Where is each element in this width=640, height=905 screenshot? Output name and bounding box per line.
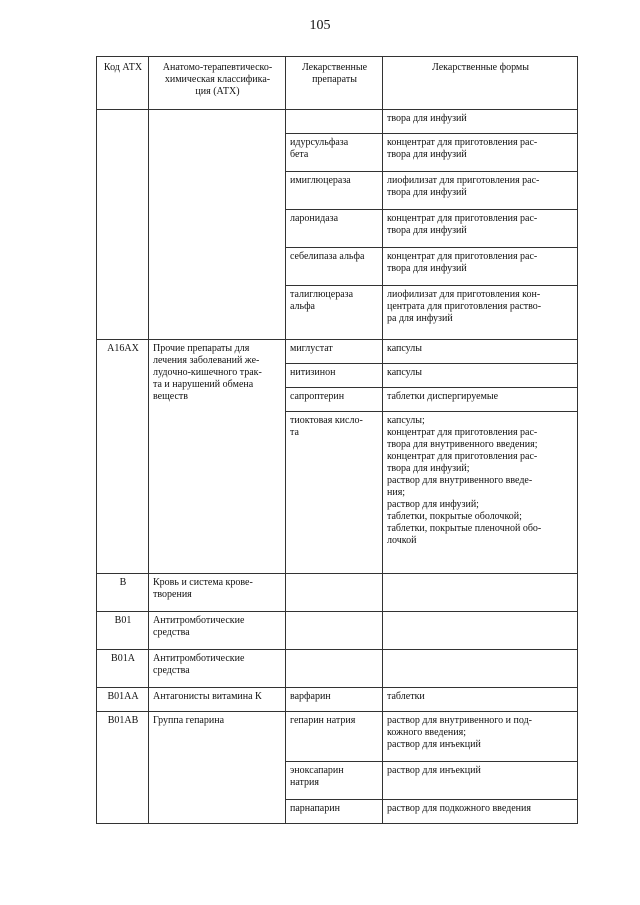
drug-cell: нитизинон	[286, 364, 383, 388]
form-cell: твора для инфузий	[383, 110, 578, 134]
form-cell	[383, 574, 578, 612]
form-cell: раствор для подкожного введения	[383, 800, 578, 824]
table-row	[97, 574, 578, 612]
atx-classification-cell: Антитромботические средства	[149, 612, 286, 650]
header-classification: Анатомо-терапевтическо- химическая классифика- ция (АТХ)	[149, 57, 286, 110]
form-cell: таблетки диспергируемые	[383, 388, 578, 412]
atx-code-cell: B	[97, 574, 149, 612]
atx-classification-cell: Группа гепарина	[149, 712, 286, 824]
table-row	[97, 688, 578, 712]
form-cell: лиофилизат для приготовления кон- центрата для приготовления раство- ра для инфузий	[383, 286, 578, 340]
drug-cell: парнапарин	[286, 800, 383, 824]
form-cell: капсулы; концентрат для приготовления рас- твора для внутривенного введения; концентрат для приготовления рас- твора для инфузий; раствор для внутривенного введе- ния; раствор для инфузий; таблетки, покрытые оболочкой; таблетки, покрытые пленочной обо- лочкой	[383, 412, 578, 574]
atx-code-cell: B01AB	[97, 712, 149, 824]
atx-code-cell: A16AX	[97, 340, 149, 574]
drug-cell	[286, 110, 383, 134]
table-row	[97, 612, 578, 650]
drug-cell	[286, 650, 383, 688]
form-cell: лиофилизат для приготовления рас- твора для инфузий	[383, 172, 578, 210]
atx-classification-cell: Прочие препараты для лечения заболеваний же- лудочно-кишечного трак- та и нарушений обмена веществ	[149, 340, 286, 574]
table-row	[97, 712, 578, 762]
header-forms: Лекарственные формы	[383, 57, 578, 110]
table-row	[97, 110, 578, 134]
header-code: Код АТХ	[97, 57, 149, 110]
form-cell: раствор для инъекций	[383, 762, 578, 800]
atx-classification-cell: Антагонисты витамина К	[149, 688, 286, 712]
form-cell	[383, 650, 578, 688]
atx-code-cell	[97, 110, 149, 340]
form-cell: раствор для внутривенного и под- кожного введения; раствор для инъекций	[383, 712, 578, 762]
form-cell: капсулы	[383, 340, 578, 364]
drug-cell: идурсульфаза бета	[286, 134, 383, 172]
form-cell: концентрат для приготовления рас- твора для инфузий	[383, 248, 578, 286]
drug-cell: себелипаза альфа	[286, 248, 383, 286]
atx-classification-cell: Антитромботические средства	[149, 650, 286, 688]
drug-cell: ларонидаза	[286, 210, 383, 248]
drug-cell: гепарин натрия	[286, 712, 383, 762]
header-drugs: Лекарственные препараты	[286, 57, 383, 110]
drug-cell: миглустат	[286, 340, 383, 364]
drug-cell: тиоктовая кисло- та	[286, 412, 383, 574]
atx-classification-cell	[149, 110, 286, 340]
drug-cell	[286, 574, 383, 612]
atx-code-cell: B01	[97, 612, 149, 650]
table-row	[97, 650, 578, 688]
drug-cell: талиглюцераза альфа	[286, 286, 383, 340]
atx-classification-cell: Кровь и система крове- творения	[149, 574, 286, 612]
atx-code-cell: B01A	[97, 650, 149, 688]
table-header-row	[97, 57, 578, 110]
atx-code-cell: B01AA	[97, 688, 149, 712]
form-cell: концентрат для приготовления рас- твора для инфузий	[383, 134, 578, 172]
drug-cell: эноксапарин натрия	[286, 762, 383, 800]
form-cell: таблетки	[383, 688, 578, 712]
form-cell: концентрат для приготовления рас- твора для инфузий	[383, 210, 578, 248]
drug-cell: имиглюцераза	[286, 172, 383, 210]
atx-table	[96, 56, 578, 824]
drug-cell	[286, 612, 383, 650]
form-cell: капсулы	[383, 364, 578, 388]
table-row	[97, 340, 578, 364]
drug-cell: сапроптерин	[286, 388, 383, 412]
drug-cell: варфарин	[286, 688, 383, 712]
form-cell	[383, 612, 578, 650]
page-number: 105	[309, 18, 331, 33]
